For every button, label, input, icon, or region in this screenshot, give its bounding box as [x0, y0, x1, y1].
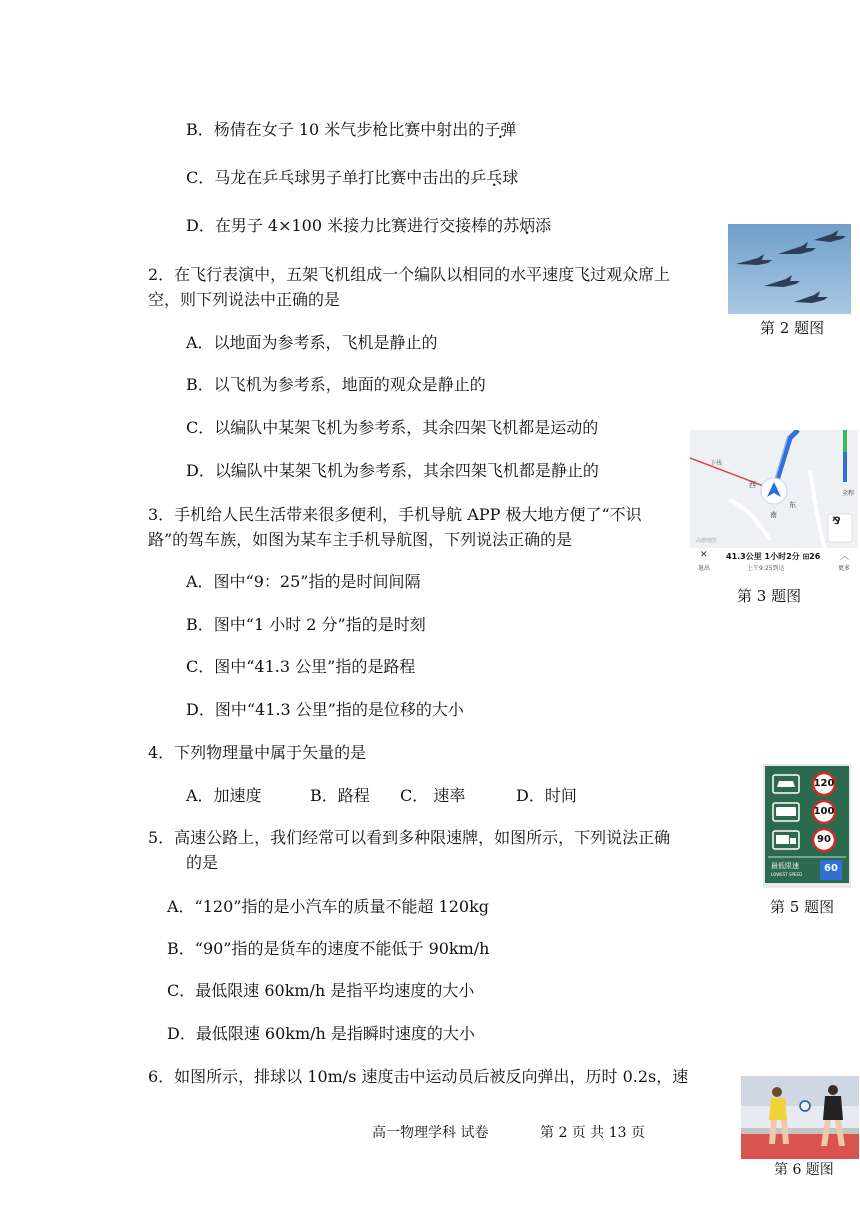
q3-option-b: B．图中“1 小时 2 分”指的是时刻 — [186, 615, 426, 634]
q2-stem-line2: 空，则下列说法中正确的是 — [148, 290, 341, 309]
figure-6-caption: 第 6 题图 — [774, 1162, 834, 1178]
speed-limit-100: 100 — [813, 806, 835, 817]
q4-option-a: A．加速度 — [186, 786, 262, 805]
map-brand-label: 高德地图 — [696, 538, 717, 544]
q1-option-c — [186, 168, 518, 188]
q1-option-b — [186, 120, 516, 140]
trip-summary: 41.3公里 1小时2分 ⊞26 — [726, 552, 821, 561]
emphasis-dotted-text: 苏炳添 — [503, 216, 552, 235]
figure-2-caption: 第 2 题图 — [760, 319, 825, 337]
footer-page-number: 第 2 页 共 13 页 — [540, 1125, 645, 1141]
option-text: B．杨倩在女子 10 米气步枪比赛中射出的 — [186, 120, 485, 139]
arrival-time: 上午9:25到达 — [747, 565, 785, 572]
q2-stem-line1: 2．在飞行表演中，五架飞机组成一个编队以相同的水平速度飞过观众席上 — [148, 265, 671, 284]
more-label[interactable]: 更多 — [838, 565, 851, 572]
figure-3-caption: 第 3 题图 — [737, 587, 802, 605]
navigation-map-figure — [690, 430, 858, 575]
emphasis-dotted-text: 乒乓球 — [470, 168, 519, 187]
exit-label[interactable]: 退出 — [698, 565, 711, 572]
q3-option-a: A．图中“9：25”指的是时间间隔 — [186, 572, 421, 591]
emphasis-dotted-text: 子弹 — [484, 120, 517, 139]
speed-limit-120: 120 — [813, 778, 835, 789]
jets-formation-figure — [728, 224, 851, 314]
q2-option-b: B．以飞机为参考系，地面的观众是静止的 — [186, 375, 486, 394]
q5-option-c: C．最低限速 60km/h 是指平均速度的大小 — [167, 981, 475, 1000]
q3-stem-line2: 路”的驾车族，如图为某车主手机导航图，下列说法正确的是 — [148, 530, 573, 549]
minimum-speed-label: 最低限速 — [771, 862, 799, 870]
route-icon[interactable]: ⅋ — [832, 516, 841, 527]
q3-stem-line1: 3．手机给人民生活带来很多便利，手机导航 APP 极大地方便了“不识 — [148, 505, 642, 524]
compass-west-label: 西 — [749, 481, 756, 489]
q2-option-c: C．以编队中某架飞机为参考系，其余四架飞机都是运动的 — [186, 418, 599, 437]
q2-option-d: D．以编队中某架飞机为参考系，其余四架飞机都是静止的 — [186, 461, 599, 480]
q5-stem-line1: 5．高速公路上，我们经常可以看到多种限速牌，如图所示，下列说法正确 — [148, 828, 671, 847]
option-text: C．马龙在乒乓球男子单打比赛中击出的 — [186, 168, 471, 187]
q1-option-d — [186, 216, 551, 236]
map-road-label: 下栈 — [710, 460, 723, 467]
q5-option-a: A．“120”指的是小汽车的质量不能超 120kg — [167, 897, 490, 916]
q6-stem: 6．如图所示，排球以 10m/s 速度击中运动员后被反向弹出，历时 0.2s，速 — [148, 1067, 689, 1086]
q2-option-a: A．以地面为参考系，飞机是静止的 — [186, 333, 438, 352]
q3-option-c: C．图中“41.3 公里”指的是路程 — [186, 657, 416, 676]
q5-stem-line2: 的是 — [186, 853, 219, 872]
q4-option-d: D．时间 — [516, 786, 577, 805]
footer-subject: 高一物理学科 试卷 — [372, 1125, 489, 1141]
minimum-speed-english: LOWEST SPEED — [771, 872, 803, 877]
q5-option-b: B．“90”指的是货车的速度不能低于 90km/h — [167, 939, 490, 958]
q3-option-d: D．图中“41.3 公里”指的是位移的大小 — [186, 700, 464, 719]
q4-option-c: C． 速率 — [400, 786, 466, 805]
q5-option-d: D．最低限速 60km/h 是指瞬时速度的大小 — [167, 1024, 475, 1043]
minimum-speed-value: 60 — [824, 863, 838, 874]
close-icon[interactable]: ✕ — [700, 550, 708, 560]
figure-5-caption: 第 5 题图 — [770, 898, 835, 916]
speed-limit-sign-figure — [763, 764, 851, 888]
q4-option-b: B．路程 — [310, 786, 370, 805]
q4-stem: 4．下列物理量中属于矢量的是 — [148, 743, 367, 762]
option-text: D．在男子 4×100 米接力比赛进行交接棒的 — [186, 216, 504, 235]
chevron-up-icon[interactable]: ︿ — [840, 552, 850, 562]
compass-east-label: 东 — [789, 501, 796, 509]
overview-label[interactable]: 全程 — [842, 490, 855, 497]
compass-south-label: 南 — [770, 511, 777, 519]
volleyball-figure — [741, 1076, 859, 1159]
speed-limit-90: 90 — [817, 834, 831, 845]
